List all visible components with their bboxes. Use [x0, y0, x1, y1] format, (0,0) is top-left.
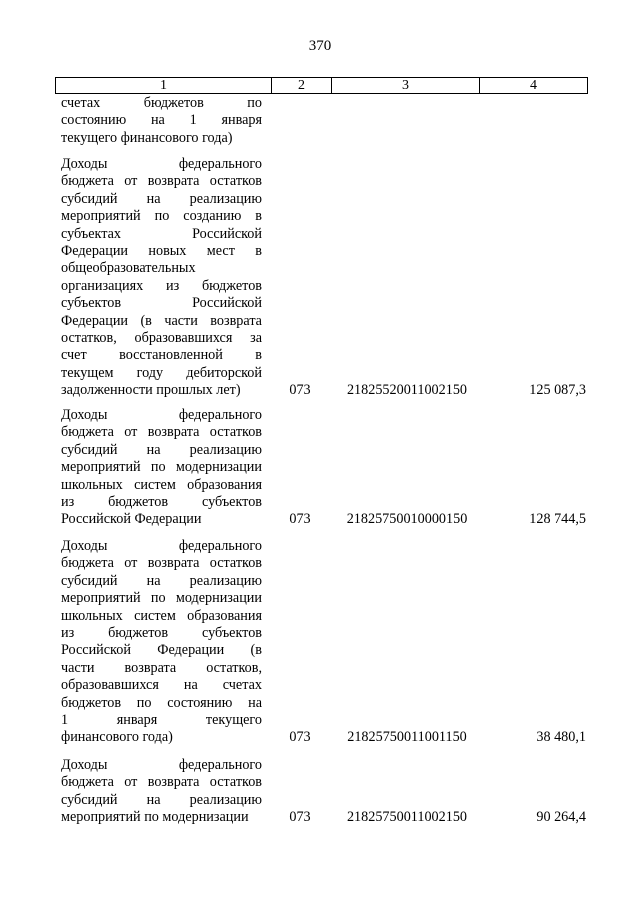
text-line: субсидий на реализацию: [61, 572, 262, 589]
text-line: Доходы федерального: [61, 156, 262, 172]
text-line: мероприятий по модернизации: [61, 809, 249, 826]
table-row-text: [61, 95, 262, 147]
row-code: 073: [289, 809, 311, 826]
text-line: Доходы федерального: [61, 757, 262, 773]
text-line: счет восстановленной в: [61, 347, 262, 364]
text-line: Федерации новых мест в: [61, 243, 262, 260]
row-amount: 90 264,4: [536, 809, 586, 826]
row-amount: 38 480,1: [536, 729, 586, 746]
text-line: из бюджетов субъектов: [61, 494, 262, 511]
text-line: финансового года): [61, 729, 173, 746]
table-header: [55, 77, 588, 94]
row-code: 073: [289, 382, 311, 399]
text-line: бюджета от возврата остатков: [61, 424, 262, 441]
text-line: организациях из бюджетов: [61, 277, 262, 294]
row-kbk: 21825750011001150: [347, 729, 467, 746]
text-line: субсидий на реализацию: [61, 441, 262, 458]
text-line: бюджета от возврата остатков: [61, 774, 262, 791]
page-number: 370: [308, 38, 332, 54]
header-col-2: 2: [272, 78, 332, 93]
text-line: текущего финансового года): [61, 129, 233, 146]
table-row-text: [61, 407, 262, 529]
text-line: Российской Федерации: [61, 511, 202, 528]
text-line: части возврата остатков,: [61, 659, 262, 676]
text-line: задолженности прошлых лет): [61, 382, 241, 399]
text-line: счетах бюджетов по: [61, 95, 262, 111]
text-line: текущем году дебиторской: [61, 364, 262, 381]
row-kbk: 21825750010000150: [346, 511, 468, 528]
text-line: бюджета от возврата остатков: [61, 173, 262, 190]
header-col-3: 3: [332, 78, 480, 93]
text-line: школьных систем образования: [61, 476, 262, 493]
table-row-text: [61, 538, 262, 747]
text-line: мероприятий по модернизации: [61, 459, 262, 476]
text-line: Федерации (в части возврата: [61, 312, 262, 329]
row-amount: 128 744,5: [529, 511, 586, 528]
text-line: субсидий на реализацию: [61, 791, 262, 808]
text-line: общеобразовательных: [61, 260, 196, 277]
row-kbk: 21825520011002150: [346, 382, 468, 399]
text-line: субъектов Российской: [61, 295, 262, 312]
text-line: из бюджетов субъектов: [61, 625, 262, 642]
text-line: субъектах Российской: [61, 225, 262, 242]
text-line: субсидий на реализацию: [61, 190, 262, 207]
row-amount: 125 087,3: [529, 382, 586, 399]
text-line: Российской Федерации (в: [61, 642, 262, 659]
text-line: бюджета от возврата остатков: [61, 555, 262, 572]
text-line: мероприятий по созданию в: [61, 208, 262, 225]
table-row-text: [61, 156, 262, 400]
text-line: школьных систем образования: [61, 607, 262, 624]
text-line: образовавшихся на счетах: [61, 677, 262, 694]
text-line: остатков, образовавшихся за: [61, 330, 262, 347]
text-line: состоянию на 1 января: [61, 112, 262, 129]
row-code: 073: [289, 729, 311, 746]
text-line: Доходы федерального: [61, 407, 262, 423]
header-col-1: 1: [56, 78, 272, 93]
text-line: бюджетов по состоянию на: [61, 694, 262, 711]
row-code: 073: [289, 511, 311, 528]
text-line: Доходы федерального: [61, 538, 262, 554]
text-line: мероприятий по модернизации: [61, 590, 262, 607]
text-line: 1 января текущего: [61, 712, 262, 729]
row-kbk: 21825750011002150: [346, 809, 468, 826]
table-row-text: [61, 757, 262, 827]
header-col-4: 4: [530, 78, 537, 93]
